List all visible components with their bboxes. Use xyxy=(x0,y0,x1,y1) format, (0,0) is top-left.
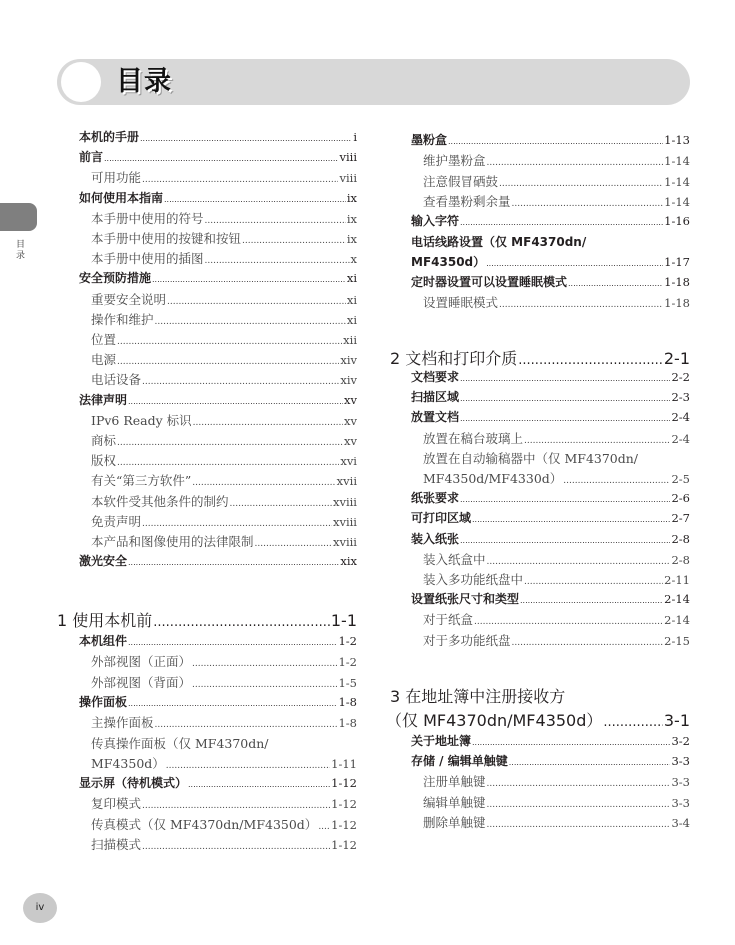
toc-entry-page: xix xyxy=(340,554,357,569)
toc-entry-page: 2-2 xyxy=(671,370,690,384)
toc-leader-dots xyxy=(255,539,332,549)
page-number: iv xyxy=(23,893,57,923)
side-tab-label: 目录 xyxy=(16,240,26,261)
toc-leader-dots xyxy=(142,519,332,529)
toc-entry-page: 2-6 xyxy=(671,491,690,506)
toc-leader-dots xyxy=(104,154,338,163)
toc-entry-label: 免责声明 xyxy=(91,513,142,529)
toc-entry[interactable] xyxy=(423,550,690,568)
toc-entry-label: 扫描模式 xyxy=(91,837,142,852)
toc-entry-label: 本机的手册 xyxy=(79,130,140,144)
toc-entry-page: 1-2 xyxy=(338,634,357,648)
toc-entry[interactable] xyxy=(91,290,357,308)
toc-entry-label: 装入纸盒中 xyxy=(423,551,486,567)
toc-leader-dots xyxy=(474,617,663,627)
toc-entry[interactable] xyxy=(411,732,690,749)
toc-entry-page: ix xyxy=(346,211,357,226)
toc-leader-dots xyxy=(509,758,671,767)
toc-entry[interactable] xyxy=(411,489,690,506)
toc-entry[interactable] xyxy=(411,509,690,526)
toc-leader-dots xyxy=(166,761,330,771)
toc-leader-dots xyxy=(155,720,338,730)
toc-leader-dots xyxy=(128,699,337,708)
toc-entry[interactable] xyxy=(423,449,690,467)
toc-entry[interactable] xyxy=(390,346,690,369)
page-title: 目录 xyxy=(116,66,172,97)
toc-leader-dots xyxy=(140,134,352,143)
toc-entry[interactable] xyxy=(79,774,357,791)
toc-leader-dots xyxy=(117,337,342,347)
toc-entry-page: 3-3 xyxy=(671,775,690,790)
toc-leader-dots xyxy=(128,558,339,567)
toc-entry[interactable] xyxy=(91,815,357,833)
toc-entry[interactable] xyxy=(91,330,357,348)
side-tab[interactable] xyxy=(0,203,37,231)
toc-entry[interactable] xyxy=(91,350,357,368)
toc-entry[interactable] xyxy=(411,131,690,148)
toc-leader-dots xyxy=(142,175,338,185)
toc-leader-dots xyxy=(128,638,337,647)
header-circle xyxy=(61,62,101,102)
toc-entry-label: 输入字符 xyxy=(411,214,460,229)
toc-entry-label: 查看墨粉剩余量 xyxy=(423,193,511,209)
toc-leader-dots xyxy=(155,317,346,327)
toc-entry[interactable] xyxy=(91,673,357,691)
toc-entry-label: 重要安全说明 xyxy=(91,291,167,307)
toc-entry[interactable] xyxy=(91,451,357,469)
toc-entry-page: xviii xyxy=(332,514,357,529)
toc-entry-label: 主操作面板 xyxy=(91,715,154,731)
toc-entry-label: 对于多功能纸盘 xyxy=(423,632,511,648)
toc-leader-dots xyxy=(518,353,663,368)
toc-entry-page: 2-14 xyxy=(664,592,690,607)
toc-entry[interactable] xyxy=(91,652,357,670)
toc-entry-page: xi xyxy=(346,292,357,307)
toc-leader-dots xyxy=(152,275,346,284)
toc-entry-page: 1-16 xyxy=(664,214,690,229)
toc-entry-page: 1-5 xyxy=(338,675,357,690)
toc-entry-label: 外部视图（正面） xyxy=(91,654,192,670)
toc-entry-label: 外部视图（背面） xyxy=(91,674,192,690)
toc-entry[interactable] xyxy=(79,128,357,145)
toc-entry-label: 删除单触键 xyxy=(423,814,486,830)
toc-entry-page: xviii xyxy=(332,535,357,549)
toc-leader-dots xyxy=(487,779,671,789)
toc-leader-dots xyxy=(460,218,663,227)
toc-entry-page: 1-8 xyxy=(338,694,357,709)
toc-entry[interactable] xyxy=(91,249,357,267)
toc-entry[interactable] xyxy=(423,610,690,628)
toc-leader-dots xyxy=(460,394,670,403)
toc-entry-label: 装入多功能纸盘中 xyxy=(423,572,524,587)
toc-entry-page: 1-12 xyxy=(331,797,357,812)
toc-entry[interactable] xyxy=(411,233,690,250)
toc-entry[interactable] xyxy=(386,708,690,731)
toc-leader-dots xyxy=(230,499,332,509)
toc-leader-dots xyxy=(524,577,663,587)
toc-entry-label: 前言 xyxy=(79,150,104,165)
toc-leader-dots xyxy=(487,820,671,830)
toc-entry-page: ix xyxy=(346,232,357,246)
toc-entry-label: 可打印区域 xyxy=(411,511,472,526)
toc-entry[interactable] xyxy=(91,310,357,328)
toc-entry[interactable] xyxy=(91,835,357,853)
toc-entry-page: xv xyxy=(344,413,357,428)
toc-entry[interactable] xyxy=(57,608,357,631)
toc-entry-label: 墨粉盒 xyxy=(411,133,448,147)
toc-entry-label: 本手册中使用的符号 xyxy=(91,210,204,226)
toc-entry[interactable] xyxy=(411,388,690,405)
toc-leader-dots xyxy=(142,801,330,811)
toc-leader-dots xyxy=(117,458,339,468)
toc-entry[interactable] xyxy=(79,552,357,569)
toc-entry-page: 2-4 xyxy=(671,410,690,425)
toc-entry[interactable] xyxy=(91,734,357,752)
toc-leader-dots xyxy=(486,259,663,268)
toc-entry-page: viii xyxy=(339,171,357,186)
toc-entry-page: 3-4 xyxy=(671,815,690,830)
toc-entry-label: 复印模式 xyxy=(91,796,142,812)
chapter3-title-line1[interactable]: 3 在地址簿中注册接收方 xyxy=(390,687,566,706)
toc-leader-dots xyxy=(167,297,346,307)
toc-leader-dots xyxy=(499,300,663,310)
toc-entry-page: 1-2 xyxy=(338,655,357,670)
toc-entry-label: 维护墨粉盒 xyxy=(423,153,486,169)
toc-entry-label: 对于纸盒 xyxy=(423,612,474,628)
toc-leader-dots xyxy=(192,680,337,690)
toc-leader-dots xyxy=(142,377,339,387)
toc-entry[interactable] xyxy=(411,212,690,229)
toc-leader-dots xyxy=(460,536,670,545)
toc-leader-dots xyxy=(188,780,330,789)
toc-entry-page: 2-8 xyxy=(671,531,690,546)
toc-entry[interactable] xyxy=(91,794,357,812)
toc-entry-page: 2-5 xyxy=(671,472,690,486)
toc-entry[interactable] xyxy=(423,631,690,649)
toc-leader-dots xyxy=(205,216,346,226)
toc-entry[interactable] xyxy=(91,512,357,530)
toc-entry[interactable] xyxy=(91,229,357,247)
toc-entry-label: 有关“第三方软件” xyxy=(91,473,192,489)
toc-leader-dots xyxy=(192,659,337,669)
toc-entry-page: 1-17 xyxy=(664,254,690,269)
toc-entry[interactable] xyxy=(91,532,357,550)
toc-entry-label: 放置在稿台玻璃上 xyxy=(423,430,524,446)
toc-entry-label: 存储 / 编辑单触键 xyxy=(411,754,508,769)
toc-entry-label: MF4350d） xyxy=(91,755,165,771)
toc-entry-page: xiv xyxy=(340,353,357,368)
toc-entry-page: 2-3 xyxy=(671,390,690,405)
toc-leader-dots xyxy=(487,158,664,168)
toc-leader-dots xyxy=(128,397,343,406)
toc-entry[interactable] xyxy=(411,273,690,290)
toc-entry-label: 操作和维护 xyxy=(91,311,154,327)
toc-leader-dots xyxy=(460,414,670,423)
toc-entry-label: 文档要求 xyxy=(411,370,460,384)
toc-entry[interactable] xyxy=(423,793,690,811)
toc-entry-label: 电话线路设置（仅 MF4370dn/ xyxy=(411,234,587,249)
toc-entry-page: 2-11 xyxy=(664,573,690,587)
toc-entry-label: 设置睡眠模式 xyxy=(423,295,499,311)
toc-entry-label: 如何使用本指南 xyxy=(79,190,164,205)
toc-entry-label: 放置在自动输稿器中（仅 MF4370dn/ xyxy=(423,450,639,466)
toc-leader-dots xyxy=(472,515,670,524)
toc-entry-label: 放置文档 xyxy=(411,410,460,425)
toc-entry[interactable] xyxy=(91,471,357,489)
toc-entry-label: 纸张要求 xyxy=(411,491,460,506)
toc-entry-label: 商标 xyxy=(91,433,117,448)
toc-entry-label: 本机组件 xyxy=(79,634,128,648)
toc-entry[interactable] xyxy=(91,370,357,388)
toc-entry-page: 3-1 xyxy=(663,711,690,730)
toc-entry-page: xvi xyxy=(340,454,357,469)
toc-entry[interactable] xyxy=(91,713,357,731)
toc-entry-label: 设置纸张尺寸和类型 xyxy=(411,592,520,607)
toc-entry[interactable] xyxy=(411,253,690,270)
toc-entry-label: 显示屏（待机模式） xyxy=(79,776,188,791)
toc-entry-label: 本产品和图像使用的法律限制 xyxy=(91,534,254,549)
toc-entry-label: MF4350d） xyxy=(411,254,486,269)
toc-entry[interactable] xyxy=(411,752,690,769)
toc-entry[interactable] xyxy=(79,148,357,165)
toc-entry-label: 注册单触键 xyxy=(423,774,486,790)
toc-leader-dots xyxy=(472,738,670,747)
toc-entry-page: 2-1 xyxy=(663,349,690,368)
toc-entry-label: 装入纸张 xyxy=(411,531,460,546)
toc-entry-page: 1-8 xyxy=(338,716,357,731)
toc-leader-dots xyxy=(499,179,663,189)
toc-entry-label: 1 使用本机前 xyxy=(57,611,153,630)
toc-entry-page: viii xyxy=(339,150,357,165)
toc-entry[interactable] xyxy=(423,813,690,831)
toc-entry[interactable] xyxy=(79,693,357,710)
toc-entry[interactable] xyxy=(91,431,357,449)
toc-entry[interactable] xyxy=(411,530,690,547)
toc-entry-label: 本软件受其他条件的制约 xyxy=(91,493,229,509)
toc-leader-dots xyxy=(193,418,343,428)
toc-entry[interactable] xyxy=(91,209,357,227)
toc-entry-page: 1-13 xyxy=(664,133,690,147)
toc-leader-dots xyxy=(242,236,346,246)
toc-leader-dots xyxy=(520,596,663,605)
toc-entry[interactable] xyxy=(79,391,357,408)
toc-leader-dots xyxy=(487,800,671,810)
toc-entry-label: IPv6 Ready 标识 xyxy=(91,412,192,428)
toc-entry[interactable] xyxy=(411,368,690,385)
toc-entry-label: 关于地址簿 xyxy=(411,734,472,748)
toc-entry-label: 法律声明 xyxy=(79,392,128,407)
toc-entry[interactable] xyxy=(423,172,690,190)
toc-entry-label: 电源 xyxy=(91,352,117,368)
toc-entry-label: 可用功能 xyxy=(91,170,142,186)
toc-leader-dots xyxy=(487,557,671,567)
toc-leader-dots xyxy=(460,374,670,383)
toc-leader-dots xyxy=(512,638,664,648)
toc-entry-page: 2-15 xyxy=(664,633,690,648)
toc-leader-dots xyxy=(563,476,670,486)
toc-entry-page: 3-2 xyxy=(671,734,690,748)
toc-entry-page: 1-11 xyxy=(331,756,357,771)
toc-leader-dots xyxy=(568,279,663,288)
toc-entry-label: MF4350d/MF4330d） xyxy=(423,471,563,486)
toc-entry[interactable] xyxy=(91,411,357,429)
toc-entry-page: i xyxy=(353,130,357,144)
toc-entry[interactable] xyxy=(79,189,357,206)
toc-entry-label: 扫描区域 xyxy=(411,390,460,405)
toc-entry-page: 1-14 xyxy=(664,154,690,169)
toc-entry-page: 1-18 xyxy=(664,275,690,290)
toc-entry-label: 安全预防措施 xyxy=(79,271,152,286)
toc-entry-page: 1-18 xyxy=(664,296,690,311)
toc-entry-page: 1-12 xyxy=(331,776,357,791)
toc-entry[interactable] xyxy=(91,168,357,186)
toc-entry-page: xi xyxy=(346,271,357,286)
toc-entry-page: 1-12 xyxy=(331,838,357,852)
toc-entry[interactable] xyxy=(79,632,357,649)
toc-entry[interactable] xyxy=(411,590,690,607)
toc-entry-page: 2-7 xyxy=(671,511,690,526)
toc-entry-page: 2-14 xyxy=(664,613,690,628)
toc-entry-page: xii xyxy=(343,333,357,347)
toc-entry-label: 操作面板 xyxy=(79,694,128,709)
toc-entry-page: 3-3 xyxy=(671,795,690,810)
toc-entry-page: xv xyxy=(344,434,357,448)
toc-entry-label: 版权 xyxy=(91,453,117,469)
toc-entry[interactable] xyxy=(423,293,690,311)
toc-entry-label: 传真模式（仅 MF4370dn/MF4350d） xyxy=(91,816,318,832)
toc-entry-page: 1-1 xyxy=(330,611,357,630)
toc-entry-page: 2-8 xyxy=(671,552,690,567)
toc-entry-page: 2-4 xyxy=(671,431,690,446)
toc-leader-dots xyxy=(153,615,330,630)
toc-leader-dots xyxy=(524,436,670,446)
toc-entry-label: 编辑单触键 xyxy=(423,794,486,810)
toc-entry[interactable] xyxy=(411,408,690,425)
toc-entry-page: 1-12 xyxy=(331,817,357,832)
toc-entry[interactable] xyxy=(423,192,690,210)
toc-entry-page: xiv xyxy=(340,373,357,388)
toc-entry[interactable] xyxy=(423,469,690,487)
toc-entry-label: 本手册中使用的插图 xyxy=(91,251,204,267)
toc-entry[interactable] xyxy=(423,570,690,588)
toc-entry-label: （仅 MF4370dn/MF4350d） xyxy=(386,711,603,730)
toc-leader-dots xyxy=(460,495,670,504)
toc-entry-label: 注意假冒硒鼓 xyxy=(423,173,499,189)
toc-entry-label: 本手册中使用的按键和按钮 xyxy=(91,231,242,246)
toc-leader-dots xyxy=(448,137,663,146)
toc-entry[interactable] xyxy=(79,269,357,286)
toc-entry[interactable] xyxy=(423,429,690,447)
toc-entry-label: 定时器设置可以设置睡眠模式 xyxy=(411,275,568,290)
toc-entry[interactable] xyxy=(91,754,357,772)
toc-entry-label: 位置 xyxy=(91,332,117,347)
toc-entry[interactable] xyxy=(423,151,690,169)
toc-entry-label: 电话设备 xyxy=(91,372,142,388)
toc-leader-dots xyxy=(117,438,343,448)
toc-entry[interactable] xyxy=(423,772,690,790)
toc-entry-label: 传真操作面板（仅 MF4370dn/ xyxy=(91,735,269,751)
toc-entry-page: 3-3 xyxy=(671,754,690,769)
toc-entry-page: 1-14 xyxy=(664,194,690,209)
toc-entry-page: 1-14 xyxy=(664,174,690,189)
toc-leader-dots xyxy=(512,199,664,209)
toc-entry-page: ix xyxy=(346,190,357,205)
toc-entry-page: xviii xyxy=(332,494,357,509)
toc-leader-dots xyxy=(164,195,346,204)
toc-entry-page: xv xyxy=(344,392,357,407)
toc-entry-label: 2 文档和打印介质 xyxy=(390,349,518,368)
toc-leader-dots xyxy=(603,715,662,730)
toc-leader-dots xyxy=(142,842,330,852)
toc-entry-label: 激光安全 xyxy=(79,554,128,569)
toc-leader-dots xyxy=(318,822,330,832)
toc-leader-dots xyxy=(192,478,335,488)
toc-entry-page: xi xyxy=(346,312,357,327)
toc-leader-dots xyxy=(205,256,350,266)
toc-entry-page: x xyxy=(350,252,357,267)
toc-entry-page: xvii xyxy=(336,474,357,489)
toc-entry[interactable] xyxy=(91,492,357,510)
toc-leader-dots xyxy=(117,357,339,367)
